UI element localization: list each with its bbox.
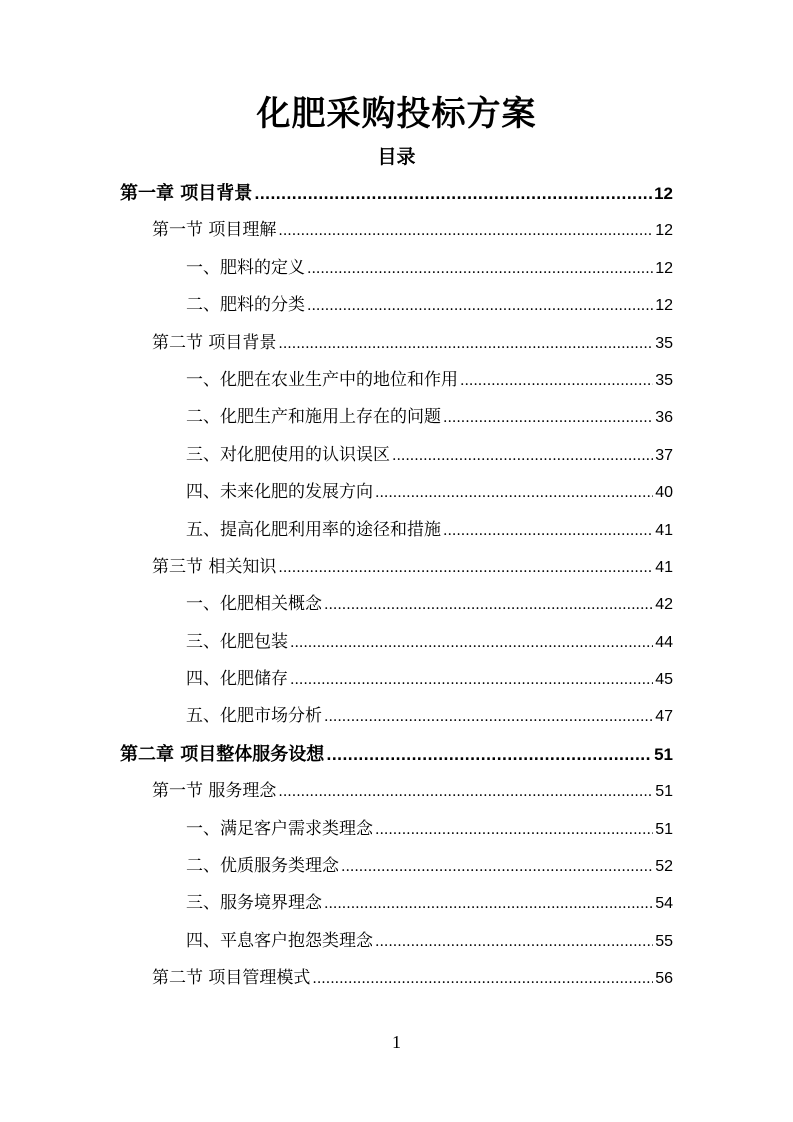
toc-entry-label: 一、化肥相关概念 (186, 594, 322, 615)
toc-entry[interactable] (120, 960, 673, 997)
toc-entry-label: 三、对化肥使用的认识误区 (186, 444, 390, 465)
toc-entry-page: 35 (655, 334, 673, 352)
toc-entry-label: 二、优质服务类理念 (186, 856, 339, 877)
toc-dot-leader (326, 738, 652, 773)
toc-entry-page: 12 (654, 184, 673, 203)
toc-dot-leader (375, 475, 653, 511)
toc-dot-leader (254, 177, 652, 212)
toc-entry-label: 第三节 相关知识 (152, 556, 277, 577)
toc-entry-label: 第一节 项目理解 (152, 220, 277, 241)
toc-entry-page: 42 (655, 596, 673, 614)
toc-dot-leader (443, 400, 653, 436)
toc-entry[interactable] (120, 325, 673, 362)
toc-entry-page: 36 (655, 409, 673, 427)
toc-entry-label: 四、未来化肥的发展方向 (186, 482, 373, 503)
toc-dot-leader (375, 812, 653, 848)
toc-entry[interactable] (120, 586, 673, 623)
toc-entry-label: 一、肥料的定义 (186, 257, 305, 278)
toc-dot-leader (324, 886, 653, 922)
toc-dot-leader (278, 774, 653, 810)
toc-entry[interactable] (120, 698, 673, 735)
toc-entry-label: 三、服务境界理念 (186, 893, 322, 914)
toc-entry[interactable] (120, 512, 673, 549)
toc-entry[interactable] (120, 250, 673, 287)
toc-entry-page: 35 (655, 371, 673, 389)
toc-entry-label: 第一章 项目背景 (120, 183, 253, 204)
toc-entry-page: 47 (655, 708, 673, 726)
toc-entry-page: 51 (655, 820, 673, 838)
toc-entry-page: 37 (655, 446, 673, 464)
toc-dot-leader (290, 625, 653, 661)
toc-entry[interactable] (120, 848, 673, 885)
toc-dot-leader (324, 699, 653, 735)
table-of-contents (120, 175, 673, 998)
toc-entry-page: 45 (655, 671, 673, 689)
toc-entry[interactable] (120, 175, 673, 212)
toc-entry-page: 52 (655, 858, 673, 876)
toc-entry[interactable] (120, 811, 673, 848)
toc-entry-label: 第二节 项目管理模式 (152, 968, 311, 989)
toc-entry-label: 一、满足客户需求类理念 (186, 818, 373, 839)
toc-heading: 目录 (377, 146, 416, 168)
toc-entry[interactable] (120, 287, 673, 324)
toc-entry-page: 56 (655, 970, 673, 988)
toc-dot-leader (443, 513, 653, 549)
toc-dot-leader (278, 326, 653, 362)
toc-entry-page: 41 (655, 521, 673, 539)
toc-dot-leader (312, 961, 653, 997)
toc-entry[interactable] (120, 362, 673, 399)
toc-entry-label: 四、化肥储存 (186, 669, 288, 690)
toc-entry-page: 12 (655, 297, 673, 315)
toc-dot-leader (341, 849, 653, 885)
toc-dot-leader (278, 213, 653, 249)
toc-entry-page: 51 (654, 744, 673, 764)
toc-entry-page: 40 (655, 484, 673, 502)
toc-dot-leader (307, 288, 653, 324)
toc-entry[interactable] (120, 773, 673, 810)
toc-entry[interactable] (120, 549, 673, 586)
document-title: 化肥采购投标方案 (256, 94, 537, 134)
toc-entry-label: 第二节 项目背景 (152, 332, 277, 353)
toc-entry-label: 五、化肥市场分析 (186, 706, 322, 727)
toc-entry-label: 四、平息客户抱怨类理念 (186, 930, 373, 951)
toc-dot-leader (307, 251, 653, 287)
toc-entry[interactable] (120, 885, 673, 922)
toc-dot-leader (324, 587, 653, 623)
toc-entry-label: 第二章 项目整体服务设想 (120, 743, 325, 765)
toc-dot-leader (278, 550, 653, 586)
toc-entry-page: 12 (655, 222, 673, 240)
toc-entry-page: 44 (655, 633, 673, 651)
toc-entry-label: 二、化肥生产和施用上存在的问题 (186, 407, 441, 428)
toc-entry-label: 二、肥料的分类 (186, 295, 305, 316)
toc-entry-label: 五、提高化肥利用率的途径和措施 (186, 519, 441, 540)
toc-entry[interactable] (120, 437, 673, 474)
toc-entry[interactable] (120, 474, 673, 511)
page-number: 1 (392, 1032, 401, 1052)
toc-entry[interactable] (120, 736, 673, 773)
toc-entry-page: 51 (655, 783, 673, 801)
toc-entry[interactable] (120, 661, 673, 698)
toc-entry[interactable] (120, 399, 673, 436)
toc-entry-label: 第一节 服务理念 (152, 781, 277, 802)
toc-dot-leader (375, 924, 653, 960)
toc-entry-page: 55 (655, 932, 673, 950)
toc-dot-leader (460, 363, 653, 399)
toc-entry-label: 三、化肥包装 (186, 631, 288, 652)
toc-entry-page: 12 (655, 259, 673, 277)
toc-entry-page: 54 (655, 895, 673, 913)
toc-entry[interactable] (120, 923, 673, 960)
toc-entry-label: 一、化肥在农业生产中的地位和作用 (186, 369, 458, 390)
toc-entry-page: 41 (655, 558, 673, 576)
toc-entry[interactable] (120, 624, 673, 661)
toc-dot-leader (392, 438, 653, 474)
toc-entry[interactable] (120, 212, 673, 249)
toc-dot-leader (290, 662, 653, 698)
